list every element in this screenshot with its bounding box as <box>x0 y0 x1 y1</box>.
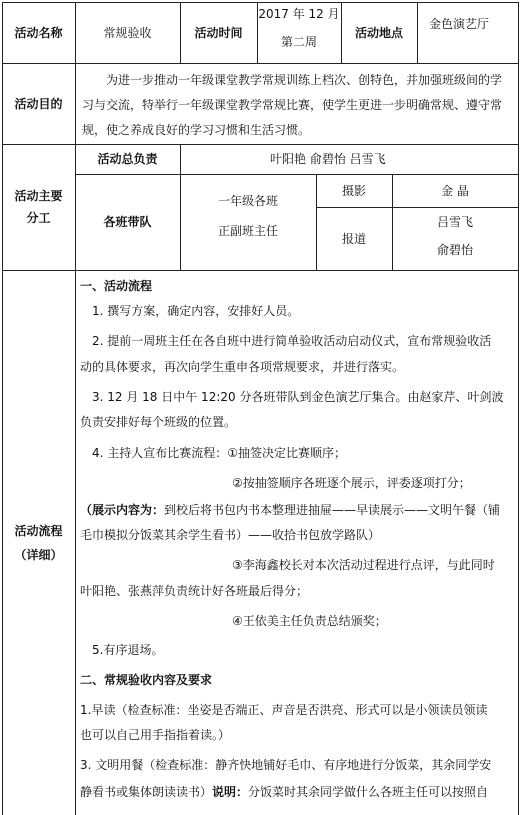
flow-item-3-line2: 负责安排好每个班级的位置。 <box>80 415 237 429</box>
check-item-1-line2: 也可以自己用手指指着读。） <box>80 728 231 742</box>
flow-item-2-line2: 动的具体要求，再次向学生重申各项常规要求，并进行落实。 <box>80 360 405 374</box>
flow-item-2-line1: 2. 提前一周班主任在各自班中进行简单验收活动启动仪式，宣布常规验收活 <box>92 334 492 348</box>
label-overall-lead: 活动总负责 <box>97 152 158 166</box>
value-activity-time: 2017 年 12 月 第二周 <box>258 7 340 49</box>
value-overall-lead: 叶阳艳 俞碧怡 吕雪飞 <box>270 152 386 166</box>
value-class-leaders: 一年级各班 正副班主任 <box>217 194 278 238</box>
flow-item-3-line1: 3. 12 月 18 日中午 12:20 分各班带队到金色演艺厅集合。由赵家芹、叶剑波 <box>92 390 504 404</box>
flow-item-5: 5.有序退场。 <box>92 643 164 657</box>
flow-item-4-line1: 4. 主持人宣布比赛流程：①抽签决定比赛顺序； <box>92 446 347 460</box>
label-reporting: 报道 <box>341 231 366 246</box>
flow-item-4-line4: 叶阳艳、张燕萍负责统计好各班最后得分； <box>80 584 309 598</box>
flow-item-4-line2: ②按抽签顺序各班逐个展示，评委逐项打分； <box>232 476 471 490</box>
section-heading-2: 二、常规验收内容及要求 <box>80 673 213 687</box>
value-reporting: 吕雪飞 俞碧怡 <box>436 215 473 257</box>
label-main-division: 活动主要 分工 <box>14 189 63 225</box>
value-activity-name: 常规验收 <box>103 25 152 40</box>
label-activity-location: 活动地点 <box>354 25 403 40</box>
value-activity-location: 金色演艺厅 <box>429 17 490 31</box>
label-activity-purpose: 活动目的 <box>14 96 63 111</box>
flow-display-content-line2: 毛巾模拟分饭菜其余学生看书）——收拾书包放学路队） <box>80 528 381 542</box>
check-item-3-line2: 静看书或集体朗读读书）说明：分饭菜时其余同学做什么各班主任可以按照自 <box>80 785 489 799</box>
label-photography: 摄影 <box>341 183 366 198</box>
flow-display-content-line1: （展示内容为：到校后将书包内书本整理进抽屉——早读展示——文明午餐（铺 <box>80 503 501 517</box>
check-item-1-line1: 1.早读（检查标准：坐姿是否端正、声音是否洪亮、形式可以是小领读员领读 <box>80 703 488 717</box>
check-item-3-line1: 3. 文明用餐（检查标准：静齐快地铺好毛巾、有序地进行分饭菜，其余同学安 <box>80 758 492 772</box>
flow-item-1: 1. 撰写方案，确定内容，安排好人员。 <box>92 304 300 318</box>
label-detailed-flow: 活动流程 （详细） <box>14 523 63 562</box>
flow-item-4-line5: ④王依美主任负责总结颁奖； <box>232 614 387 628</box>
label-activity-name: 活动名称 <box>14 25 63 40</box>
label-activity-time: 活动时间 <box>194 25 243 40</box>
value-photography: 金 晶 <box>441 183 469 198</box>
section-heading-1: 一、活动流程 <box>80 279 153 293</box>
flow-item-4-line3: ③李海鑫校长对本次活动过程进行点评，与此同时 <box>232 558 495 572</box>
activity-purpose-text: 为进一步推动一年级课堂教学常规训练上档次、创特色，并加强班级间的学习与交流，特举行一年级课堂教学常规比赛，使学生更进一步明确常规、遵守常规，使之养成良好的学习习惯和生活习惯。 <box>82 73 503 137</box>
label-class-leaders: 各班带队 <box>103 215 152 229</box>
